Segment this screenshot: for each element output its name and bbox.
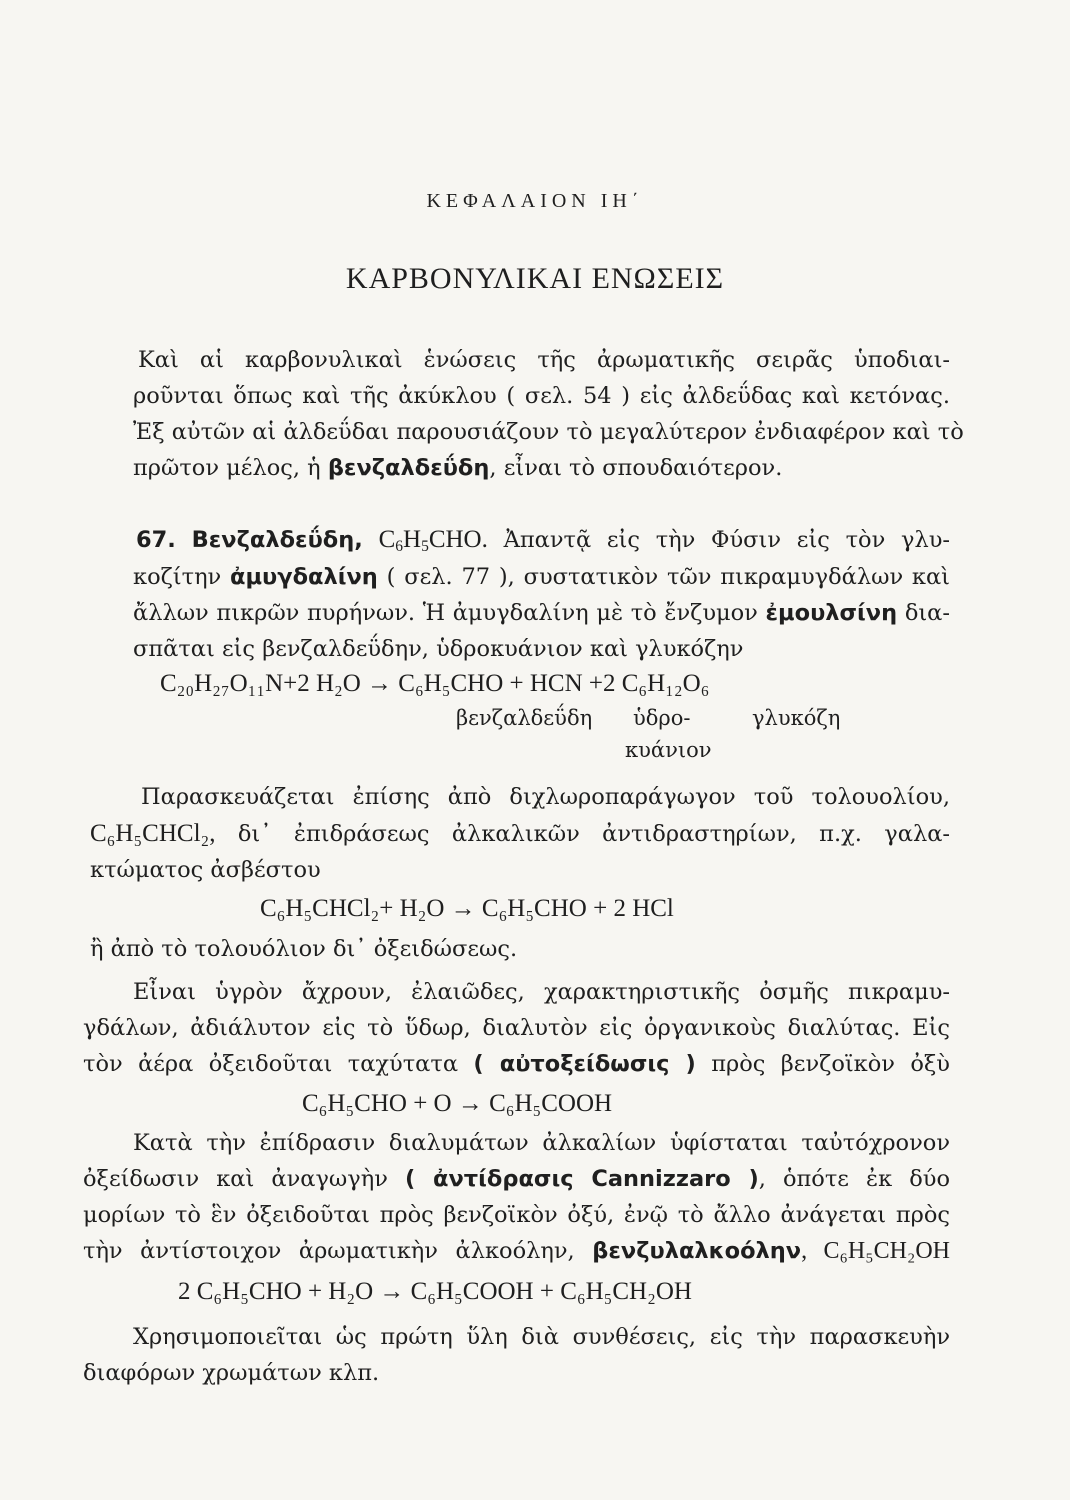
text-line: κτώματος ἀσβέστου bbox=[90, 857, 321, 883]
text-line: μορίων τὸ ἓν ὀξειδοῦται πρὸς βενζοϊκὸν ὀξύ, ἐνῷ τὸ ἄλλο ἀνάγεται πρὸς bbox=[83, 1202, 950, 1228]
section-formula: $C_6H_5CHO$. bbox=[378, 526, 488, 555]
chapter-heading: ΚΕΦΑΛΑΙΟΝ ΙΗ΄ bbox=[426, 190, 644, 212]
text-line: Κατὰ τὴν ἐπίδρασιν διαλυμάτων ἀλκαλίων ὑφίσταται ταὐτόχρονον bbox=[133, 1130, 950, 1156]
section-heading-line bbox=[136, 525, 950, 555]
text-line: Παρασκευάζεται ἐπίσης ἀπὸ διχλωροπαράγωγον τοῦ τολουολίου, bbox=[141, 784, 950, 810]
text-line: ροῦνται ὅπως καὶ τῆς ἀκύκλου ( σελ. 54 ) εἰς ἀλδεΰδας καὶ κετόνας. bbox=[133, 383, 950, 409]
text-line: γδάλων, ἀδιάλυτον εἰς τὸ ὕδωρ, διαλυτὸν εἰς ὀργανικοὺς διαλύτας. Εἰς bbox=[83, 1015, 950, 1041]
text-line: κοζίτην ἀμυγδαλίνη ( σελ. 77 ), συστατικὸν τῶν πικραμυγδάλων καὶ bbox=[133, 564, 950, 590]
text-line: ἢ ἀπὸ τὸ τολουόλιον δι᾿ ὀξειδώσεως. bbox=[90, 936, 518, 962]
text-line: Ἐξ αὐτῶν αἱ ἀλδεΰδαι παρουσιάζουν τὸ μεγαλύτερον ἐνδιαφέρον καὶ τὸ bbox=[133, 419, 964, 445]
section-number: 67. bbox=[136, 527, 176, 553]
equation-autoxidation: C₆H₅CHO + O → C₆H₅COOH bbox=[302, 1090, 613, 1117]
equation-cannizzaro: 2 C₆H₅CHO + H₂O → C₆H₅COOH + C₆H₅CH₂OH bbox=[178, 1278, 692, 1305]
text-line: σπᾶται εἰς βενζαλδεΰδην, ὑδροκυάνιον καὶ γλυκόζην bbox=[133, 636, 744, 662]
text-line: Εἶναι ὑγρὸν ἄχρουν, ἐλαιῶδες, χαρακτηριστικῆς ὀσμῆς πικραμυ- bbox=[133, 979, 950, 1005]
text-line: Χρησιμοποιεῖται ὡς πρώτη ὕλη διὰ συνθέσεις, εἰς τὴν παρασκευὴν bbox=[133, 1324, 950, 1350]
equation-label-hydrocyanic-2: κυάνιον bbox=[625, 738, 712, 762]
text-run: πρῶτον μέλος, ἡ bbox=[133, 455, 328, 481]
chapter-title: ΚΑΡΒΟΝΥΛΙΚΑΙ ΕΝΩΣΕΙΣ bbox=[345, 262, 725, 295]
equation-label-benzaldehyde: βενζαλδεΰδη bbox=[456, 706, 593, 730]
bold-term: βενζαλδεΰδη bbox=[327, 455, 490, 481]
section-heading: Βενζαλδεΰδη, bbox=[191, 527, 363, 553]
bold-term: ἐμουλσίνη bbox=[765, 600, 898, 626]
bold-term: βενζυλαλκοόλην bbox=[592, 1238, 802, 1264]
equation-label-glucose: γλυκόζη bbox=[752, 706, 841, 730]
text-line: τὸν ἀέρα ὀξειδοῦται ταχύτατα ( αὐτοξείδωσις ) πρὸς βενζοϊκὸν ὀξὺ bbox=[83, 1051, 950, 1077]
text-line: ἄλλων πικρῶν πυρήνων. Ἡ ἀμυγδαλίνη μὲ τὸ ἔνζυμον ἐμουλσίνη δια- bbox=[133, 600, 950, 626]
inline-formula: C₆H₅CHCl₂, bbox=[90, 820, 216, 847]
text-line: τὴν ἀντίστοιχον ἀρωματικὴν ἀλκοόλην, βενζυλαλκοόλην, C₆H₅CH₂OH bbox=[83, 1238, 950, 1264]
bold-term: ἀμυγδαλίνη bbox=[230, 564, 378, 590]
text-run: , εἶναι τὸ σπουδαιότερον. bbox=[489, 455, 783, 481]
text-run: Ἀπαντᾷ εἰς τὴν Φύσιν εἰς τὸν γλυ- bbox=[487, 527, 951, 553]
text-line bbox=[133, 453, 782, 483]
text-line: διαφόρων χρωμάτων κλπ. bbox=[83, 1360, 380, 1386]
text-line: C₆H₅CHCl₂, δι᾿ ἐπιδράσεως ἀλκαλικῶν ἀντιδραστηρίων, π.χ. γαλα- bbox=[90, 820, 950, 847]
equation-amygdalin: C₂₀H₂₇O₁₁N+2 H₂O → C₆H₅CHO + HCN +2 C₆H₁₂O₆ bbox=[160, 670, 710, 697]
equation-dichloro: C₆H₅CHCl₂+ H₂O → C₆H₅CHO + 2 HCl bbox=[260, 895, 674, 922]
text-line: ὀξείδωσιν καὶ ἀναγωγὴν ( ἀντίδρασις Cannizzaro ), ὁπότε ἐκ δύο bbox=[83, 1166, 951, 1192]
bold-term: ( ἀντίδρασις Cannizzaro ) bbox=[404, 1166, 759, 1192]
bold-term: ( αὐτοξείδωσις ) bbox=[473, 1051, 696, 1077]
text-line: Καὶ αἱ καρβονυλικαὶ ἑνώσεις τῆς ἀρωματικῆς σειρᾶς ὑποδιαι- bbox=[138, 347, 950, 373]
equation-label-hydrocyanic: ὑδρο- bbox=[633, 706, 691, 730]
